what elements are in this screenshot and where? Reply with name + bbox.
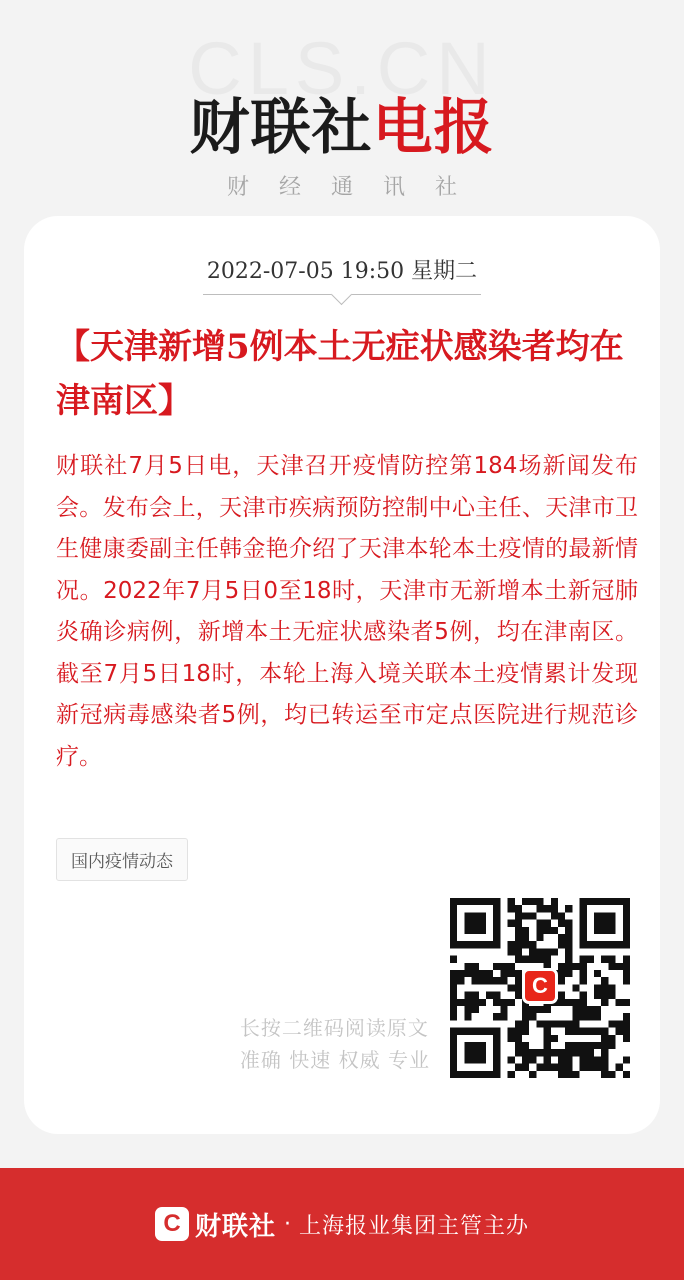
footer-separator: ·	[284, 1211, 291, 1237]
news-headline: 【天津新增5例本土无症状感染者均在津南区】	[56, 327, 624, 421]
topic-tag[interactable]: 国内疫情动态	[56, 838, 188, 881]
agency-subtitle: 财经通讯社	[226, 175, 487, 200]
cls-watermark: CLS.CN	[188, 27, 496, 110]
brand-name: 财联社	[189, 93, 373, 163]
publish-datetime: 2022-07-05 19:50 星期二	[203, 254, 481, 295]
footer-sponsor: 上海报业集团主管主办	[299, 1213, 530, 1239]
qr-caption	[240, 1012, 430, 1076]
news-body: 财联社7月5日电，天津召开疫情防控第184场新闻发布会。发布会上，天津市疾病预防控制中心主任、天津市卫生健康委副主任韩金艳介绍了天津本轮本土疫情的最新情况。2022年7月5日0至18时，天津市无新增本土新冠肺炎确诊病例，新增本土无症状感染者5例，均在津南区。截至7月5日18时，本轮上海入境关联本土疫情累计发现新冠病毒感染者5例，均已转运至市定点医院进行规范诊疗。	[56, 453, 638, 770]
brand-telegraph: 电报	[372, 93, 495, 163]
brand-slogan: 准确 快速 权威 专业	[239, 1048, 430, 1072]
cls-logo-icon: C	[522, 968, 558, 1004]
brand-title	[0, 92, 684, 164]
news-card	[24, 216, 660, 1134]
cls-footer-logo-icon: C	[155, 1207, 189, 1241]
qr-instruction: 长按二维码阅读原文	[239, 1016, 429, 1040]
footer-brand: 财联社	[194, 1211, 276, 1242]
date-bar	[24, 254, 660, 295]
footer-bar	[0, 1168, 684, 1280]
qr-code[interactable]	[450, 898, 630, 1078]
